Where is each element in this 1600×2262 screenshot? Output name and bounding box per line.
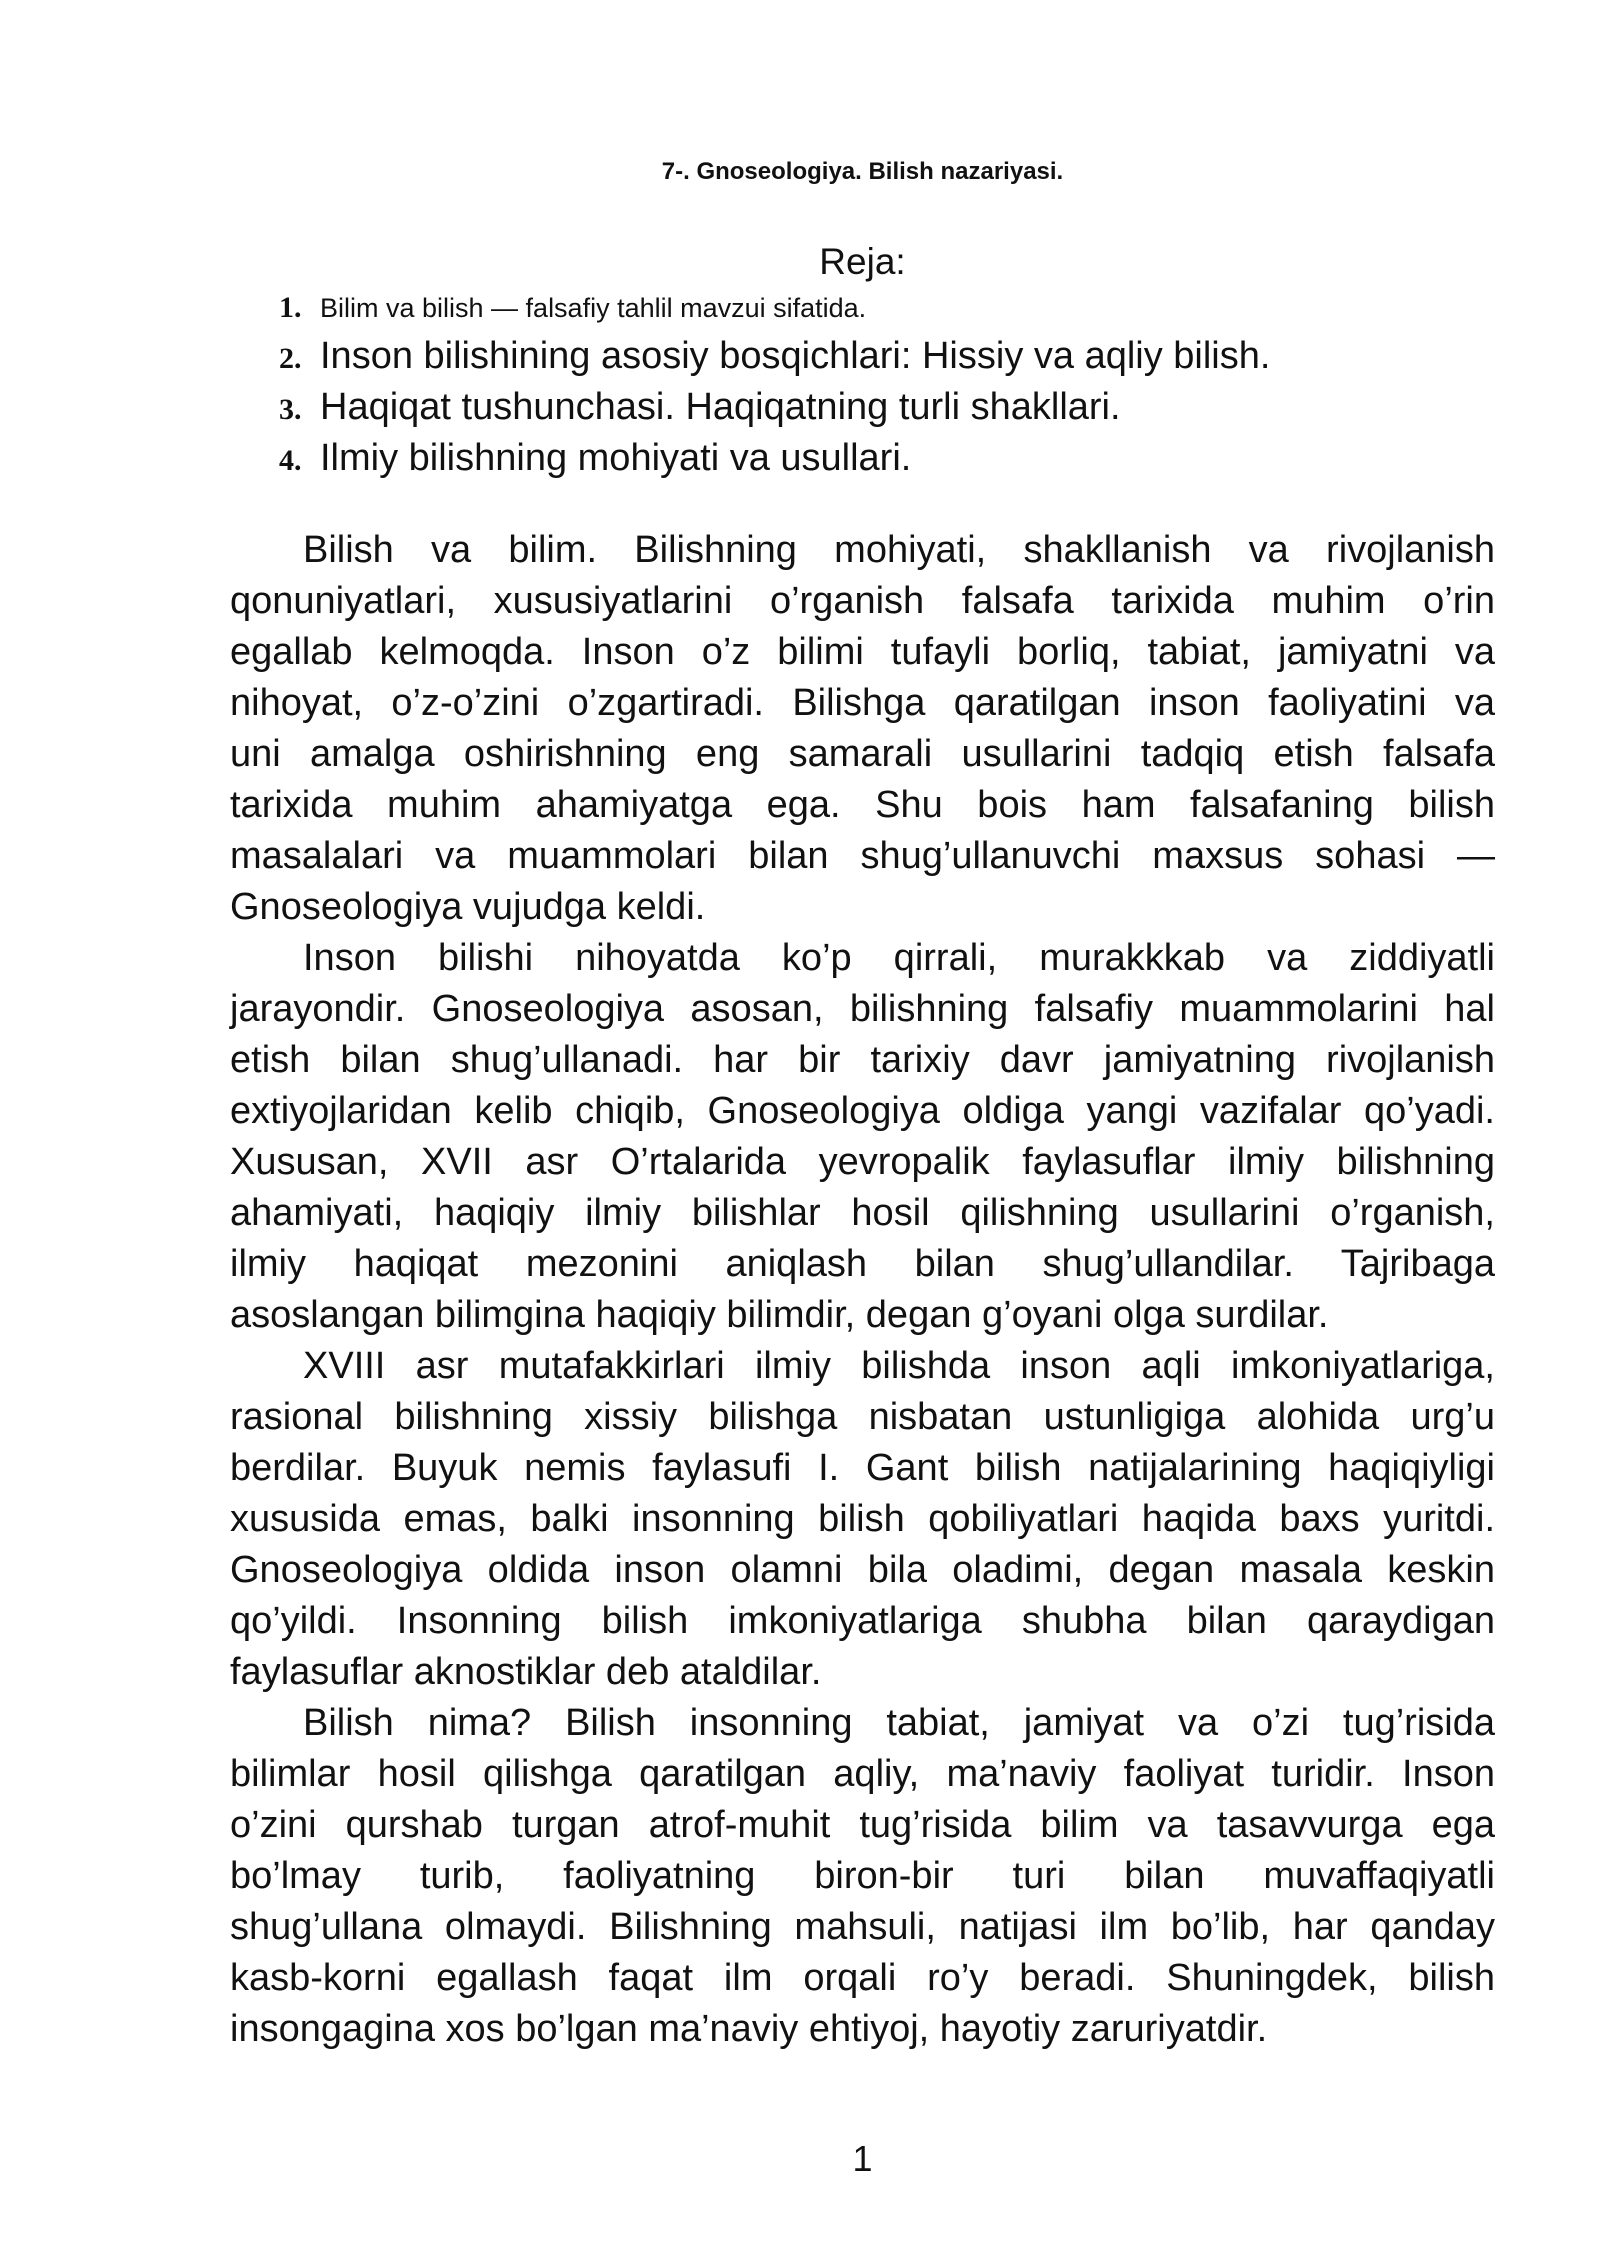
paragraph-line: masalalari va muammolari bilan shug’ullanuvchi maxsus sohasi — (230, 835, 1495, 877)
plan-item (279, 433, 1495, 484)
paragraph-line: XVIII asr mutafakkirlari ilmiy bilishda inson aqli imkoniyatlariga, (303, 1345, 1495, 1387)
paragraph-line: insongagina xos bo’lgan ma’naviy ehtiyoj, hayotiy zaruriyatdir. (230, 2008, 1268, 2050)
paragraph-line: Bilish va bilim. Bilishning mohiyati, shakllanish va rivojlanish (303, 529, 1495, 571)
paragraph-line: bilimlar hosil qilishga qaratilgan aqliy, ma’naviy faoliyat turidir. Inson (230, 1753, 1495, 1795)
body-text (230, 525, 1495, 2055)
paragraph-line: uni amalga oshirishning eng samarali usullarini tadqiq etish falsafa (230, 733, 1495, 775)
plan-item-text: Haqiqat tushunchasi. Haqiqatning turli shakllari. (320, 386, 1121, 428)
plan-item-number: 1. (279, 291, 302, 324)
paragraph-line: o’zini qurshab turgan atrof-muhit tug’risida bilim va tasavvurga ega (230, 1804, 1495, 1846)
paragraph-line: qonuniyatlari, xususiyatlarini o’rganish falsafa tarixida muhim o’rin (230, 580, 1495, 622)
paragraph-line: extiyojlaridan kelib chiqib, Gnoseologiya oldiga yangi vazifalar qo’yadi. (230, 1090, 1495, 1132)
paragraph-line: Gnoseologiya vujudga keldi. (230, 886, 706, 928)
page-title: 7-. Gnoseologiya. Bilish nazariyasi. (661, 158, 1064, 185)
plan-item (279, 331, 1495, 382)
paragraph-line: egallab kelmoqda. Inson o’z bilimi tufayli borliq, tabiat, jamiyatni va (230, 631, 1495, 673)
plan-heading: Reja: (819, 241, 906, 282)
page-number: 1 (852, 2138, 873, 2179)
paragraph-line: qo’yildi. Insonning bilish imkoniyatlariga shubha bilan qaraydigan (230, 1600, 1495, 1642)
paragraph-line: Gnoseologiya oldida inson olamni bila oladimi, degan masala keskin (230, 1549, 1495, 1591)
paragraph (230, 1341, 1495, 1698)
paragraph-line: Bilish nima? Bilish insonning tabiat, jamiyat va o’zi tug’risida (303, 1702, 1495, 1744)
plan-item (279, 382, 1495, 433)
plan-item-number: 4. (279, 444, 302, 477)
paragraph (230, 1698, 1495, 2055)
paragraph-line: Inson bilishi nihoyatda ko’p qirrali, murakkkab va ziddiyatli (303, 937, 1495, 979)
paragraph-line: faylasuflar aknostiklar deb ataldilar. (230, 1651, 822, 1693)
plan-item-text: Ilmiy bilishning mohiyati va usullari. (320, 437, 912, 479)
paragraph-line: ahamiyati, haqiqiy ilmiy bilishlar hosil qilishning usullarini o’rganish, (230, 1192, 1495, 1234)
paragraph-line: shug’ullana olmaydi. Bilishning mahsuli, natijasi ilm bo’lib, har qanday (230, 1906, 1495, 1948)
paragraph-line: xususida emas, balki insonning bilish qobiliyatlari haqida baxs yuritdi. (230, 1498, 1495, 1540)
plan-item-text: Bilim va bilish — falsafiy tahlil mavzui sifatida. (320, 293, 867, 323)
paragraph-line: ilmiy haqiqat mezonini aniqlash bilan shug’ullandilar. Tajribaga (230, 1243, 1495, 1285)
paragraph-line: bo’lmay turib, faoliyatning biron-bir turi bilan muvaffaqiyatli (230, 1855, 1495, 1897)
plan-item-number: 3. (279, 393, 302, 426)
plan-item-text: Inson bilishining asosiy bosqichlari: Hissiy va aqliy bilish. (320, 335, 1271, 377)
plan-item-number: 2. (279, 342, 302, 375)
paragraph-line: asoslangan bilimgina haqiqiy bilimdir, degan g’oyani olga surdilar. (230, 1294, 1329, 1336)
plan-item (279, 285, 1495, 331)
paragraph (230, 525, 1495, 933)
paragraph-line: Xususan, XVII asr O’rtalarida yevropalik faylasuflar ilmiy bilishning (230, 1141, 1495, 1183)
paragraph-line: nihoyat, o’z-o’zini o’zgartiradi. Bilishga qaratilgan inson faoliyatini va (230, 682, 1495, 724)
paragraph-line: etish bilan shug’ullanadi. har bir tarixiy davr jamiyatning rivojlanish (230, 1039, 1495, 1081)
plan-list (279, 285, 1495, 484)
paragraph-line: tarixida muhim ahamiyatga ega. Shu bois ham falsafaning bilish (230, 784, 1495, 826)
paragraph-line: jarayondir. Gnoseologiya asosan, bilishning falsafiy muammolarini hal (230, 988, 1495, 1030)
paragraph-line: rasional bilishning xissiy bilishga nisbatan ustunligiga alohida urg’u (230, 1396, 1495, 1438)
paragraph-line: kasb-korni egallash faqat ilm orqali ro’y beradi. Shuningdek, bilish (230, 1957, 1495, 1999)
paragraph-line: berdilar. Buyuk nemis faylasufi I. Gant bilish natijalarining haqiqiyligi (230, 1447, 1495, 1489)
paragraph (230, 933, 1495, 1341)
